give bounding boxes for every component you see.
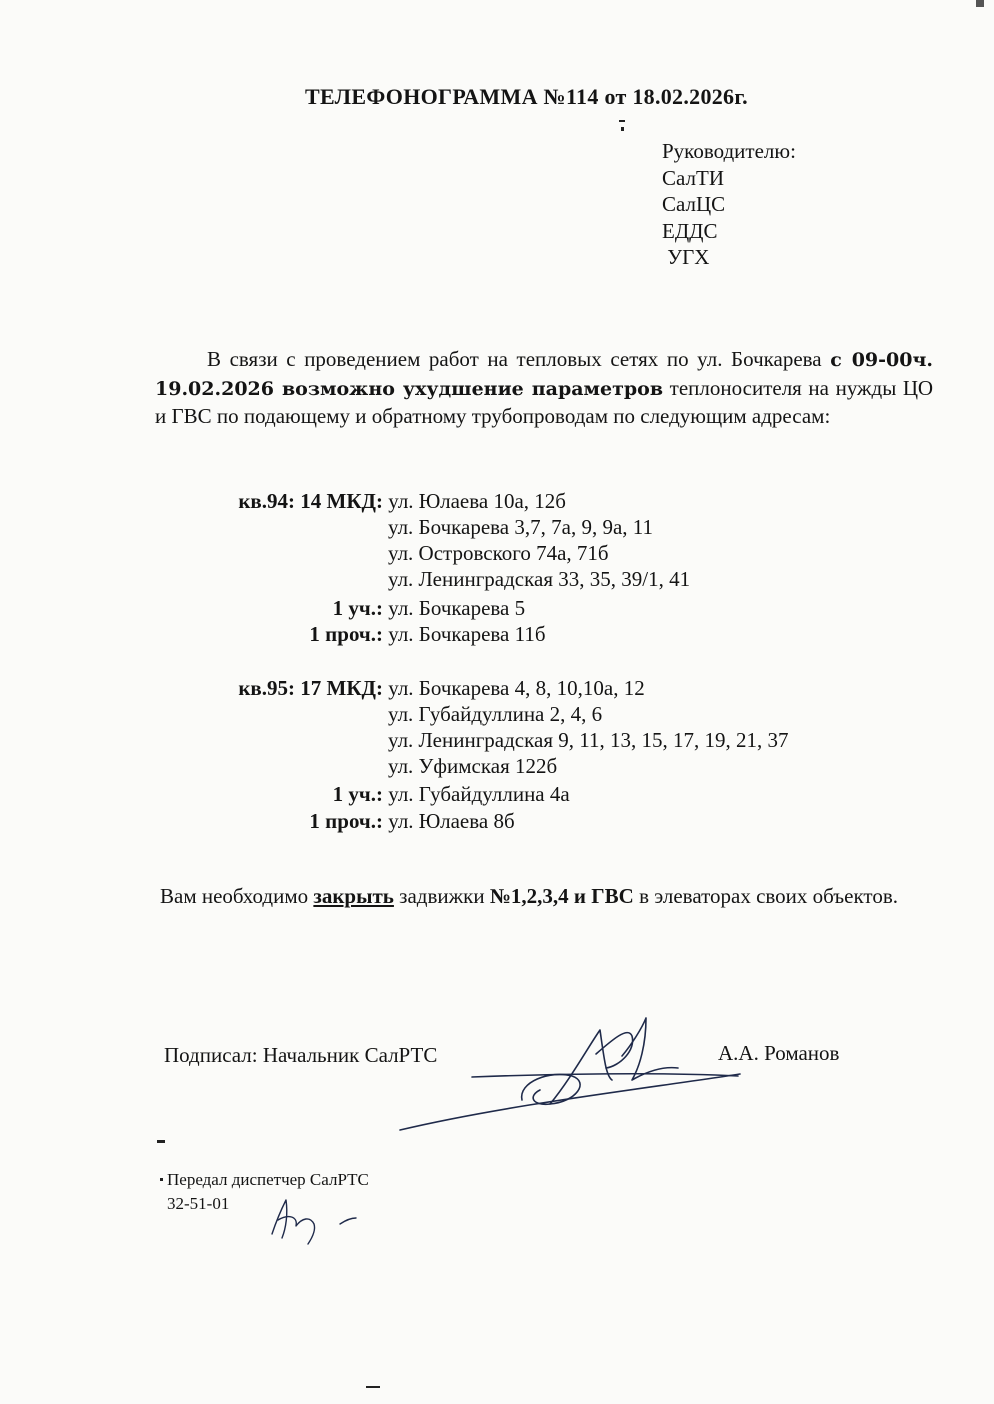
sent-by-line: Передал диспетчер СалРТС [167,1170,369,1189]
signer-name: А.А. Романов [718,1041,840,1065]
instruction-middle: задвижки [393,884,490,908]
recipient-item: УГХ [662,245,710,269]
scan-speck [976,0,984,7]
address-line: ул. Ленинградская 9, 11, 13, 15, 17, 19, 21, 37 [388,728,789,752]
address-row [208,595,525,621]
address-row [208,675,645,701]
instruction-paragraph [160,881,900,911]
extra-label: 1 проч.: [309,622,383,646]
block-label: кв.94: 14 МКД: [238,489,383,513]
instruction-action: закрыть [313,884,394,908]
notice-paragraph [155,346,933,431]
scan-speck [366,1386,380,1388]
address-line: ул. Юлаева 10а, 12б [388,489,566,513]
address-row [208,621,546,647]
recipients-heading: Руководителю: [662,139,796,163]
scan-speck [619,120,625,122]
notice-bold: с 09-00ч. 19.02.2026 возможно ухудшение параметров [155,349,933,400]
notice-intro: В связи с проведением работ на тепловых сетях по ул. Бочкарева [207,347,822,371]
block-label: кв.95: 17 МКД: [238,676,383,700]
address-row [208,488,566,514]
notice-rest: теплоносителя на нужды ЦО и ГВС по подающему и обратному трубопроводам по следующим адресам: [155,375,933,428]
instruction-prefix: Вам необходимо [160,884,314,908]
instruction-valves: №1,2,3,4 и ГВС [489,884,634,908]
handwritten-signature [400,1010,760,1140]
handwritten-initials [262,1194,362,1254]
recipient-item: ЕДДС [662,218,718,243]
address-line: ул. Юлаева 8б [388,809,515,833]
recipient-item: СалТИ [662,165,724,190]
signed-by: Подписал: Начальник СалРТС [164,1043,438,1067]
address-line: ул. Бочкарева 11б [388,622,546,646]
address-line: ул. Губайдуллина 4а [388,782,570,806]
address-line: ул. Бочкарева 3,7, 7а, 9, 9а, 11 [388,515,653,539]
address-line: ул. Губайдуллина 2, 4, 6 [388,702,603,726]
extra-label: 1 уч.: [332,782,383,806]
address-row [208,781,570,807]
scan-speck [160,1178,163,1181]
sent-by-phone: 32-51-01 [167,1194,230,1213]
address-row [208,808,515,834]
recipient-item: СалЦС [662,192,726,216]
scan-speck [157,1140,165,1143]
instruction-suffix: в элеваторах своих объектов. [633,884,898,908]
address-line: ул. Бочкарева 4, 8, 10,10а, 12 [388,676,645,700]
address-line: ул. Бочкарева 5 [388,596,526,620]
document-title: ТЕЛЕФОНОГРАММА №114 от 18.02.2026г. [305,84,748,109]
scan-speck [621,127,624,131]
recipients-block [662,138,796,271]
address-line: ул. Ленинградская 33, 35, 39/1, 41 [388,567,691,591]
extra-label: 1 уч.: [332,596,383,620]
address-line: ул. Островского 74а, 71б [388,541,609,565]
extra-label: 1 проч.: [309,809,383,833]
address-line: ул. Уфимская 122б [388,754,558,778]
